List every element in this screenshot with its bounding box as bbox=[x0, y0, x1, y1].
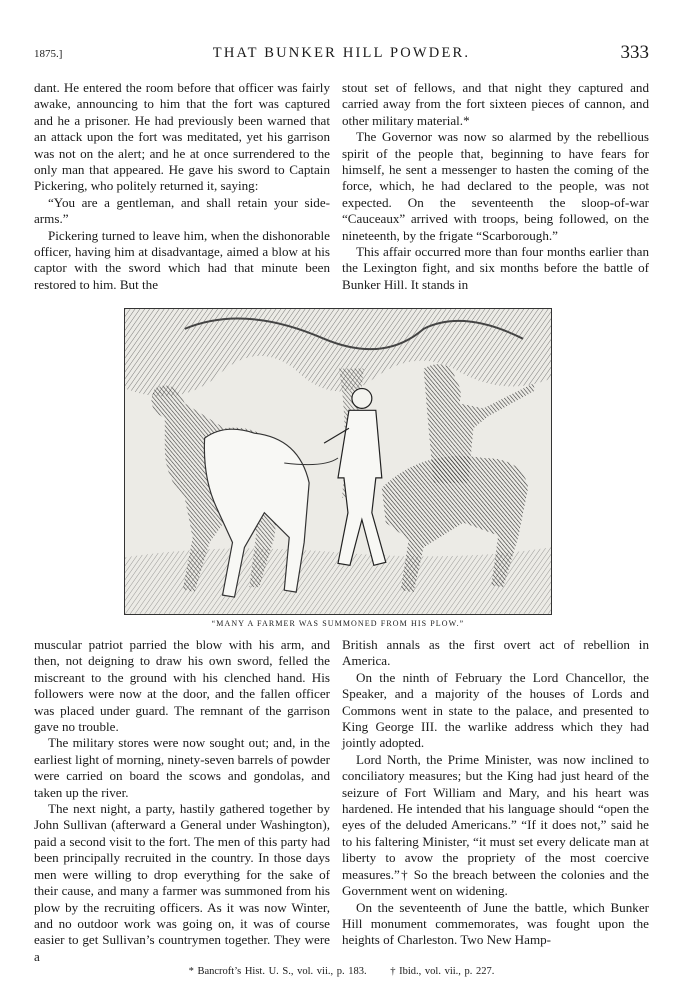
engraving-illustration bbox=[124, 308, 552, 615]
text-column-3 bbox=[34, 637, 330, 965]
paragraph: stout set of fellows, and that night they captured and carried away from the fort sixteen pieces of cannon, and other military material.* bbox=[342, 80, 649, 128]
page-number: 333 bbox=[620, 42, 649, 63]
text-column-4 bbox=[342, 637, 649, 949]
paragraph: dant. He entered the room before that officer was fairly awake, announcing to him that the fort was captured and he a prisoner. He had previously been warned that an attack upon the fort was meditated, yet his garrison was not on the alert; and he at once surrendered to the only man that appeared. He gave his sword to Captain Pickering, who politely returned it, saying: bbox=[34, 80, 330, 194]
paragraph: On the seventeenth of June the battle, which Bunker Hill monument commemorates, was fought upon the heights of Charleston. Two New Hamp- bbox=[342, 899, 649, 948]
running-header bbox=[34, 42, 649, 68]
text-column-2 bbox=[342, 80, 649, 293]
horses-and-riders-engraving bbox=[125, 309, 551, 614]
paragraph: British annals as the first overt act of rebellion in America. bbox=[342, 637, 649, 669]
paragraph: The military stores were now sought out; and, in the earliest light of morning, ninety-seven barrels of powder were carried on board the scows and gondolas, and taken up the river. bbox=[34, 735, 330, 800]
paragraph: The Governor was now so alarmed by the rebellious spirit of the people that, beginning to have fears for himself, he sent a messenger to hasten the coming of the force, which, he had declared to the people, was not expected. On the seventeenth the sloop-of-war “Cauceaux” arrived with troops, being followed, on the nineteenth, by the frigate “Scarborough.” bbox=[342, 129, 649, 243]
paragraph: The next night, a party, hastily gathered together by John Sullivan (afterward a General under Washington), paid a second visit to the fort. The men of this party had been principally recruited in the country. In those days men were willing to drop everything for the sake of their cause, and many a farmer was summoned from his plow by the recruiting officers. As it was now Winter, and no outdoor work was going on, it was of course easier to get Sullivan’s countrymen together. They were a bbox=[34, 801, 330, 964]
paragraph: “You are a gentleman, and shall retain your side-arms.” bbox=[34, 194, 330, 227]
footnote-2: † Ibid., vol. vii., p. 227. bbox=[390, 966, 495, 977]
header-year: 1875.] bbox=[34, 48, 63, 60]
footnotes bbox=[34, 966, 649, 977]
text-column-1 bbox=[34, 80, 330, 293]
paragraph: This affair occurred more than four months earlier than the Lexington fight, and six months before the battle of Bunker Hill. It stands in bbox=[342, 244, 649, 292]
paragraph: muscular patriot parried the blow with his arm, and then, not deigning to draw his own sword, felled the miscreant to the ground with his clenched hand. His followers were now at the door, and the fallen officer was placed under guard. The remnant of the garrison gave no trouble. bbox=[34, 637, 330, 735]
footnote-1: * Bancroft’s Hist. U. S., vol. vii., p. 183. bbox=[188, 966, 367, 977]
header-title: THAT BUNKER HILL POWDER. bbox=[212, 45, 471, 61]
paragraph: On the ninth of February the Lord Chancellor, the Speaker, and a majority of the houses of Lords and Commons went in state to the palace, and presented to King George III. the warlike address which they had jointly adopted. bbox=[342, 669, 649, 751]
paragraph: Pickering turned to leave him, when the dishonorable officer, having him at disadvantage, aimed a blow at his captor with the sword which had that minute been restored to him. But the bbox=[34, 227, 330, 292]
illustration-caption: “MANY A FARMER WAS SUMMONED FROM HIS PLOW.” bbox=[211, 619, 465, 628]
paragraph: Lord North, the Prime Minister, was now inclined to conciliatory measures; but the King had just heard of the seizure of Fort William and Mary, and his heart was hardened. He intended that his language should “open the eyes of the deluded Americans.” “If it does not,” said he to his faltering Minister, “it must set every delicate man at liberty to avow the propriety of the most coercive measures.”† So the breach between the colonies and the Government went on widening. bbox=[342, 751, 649, 899]
